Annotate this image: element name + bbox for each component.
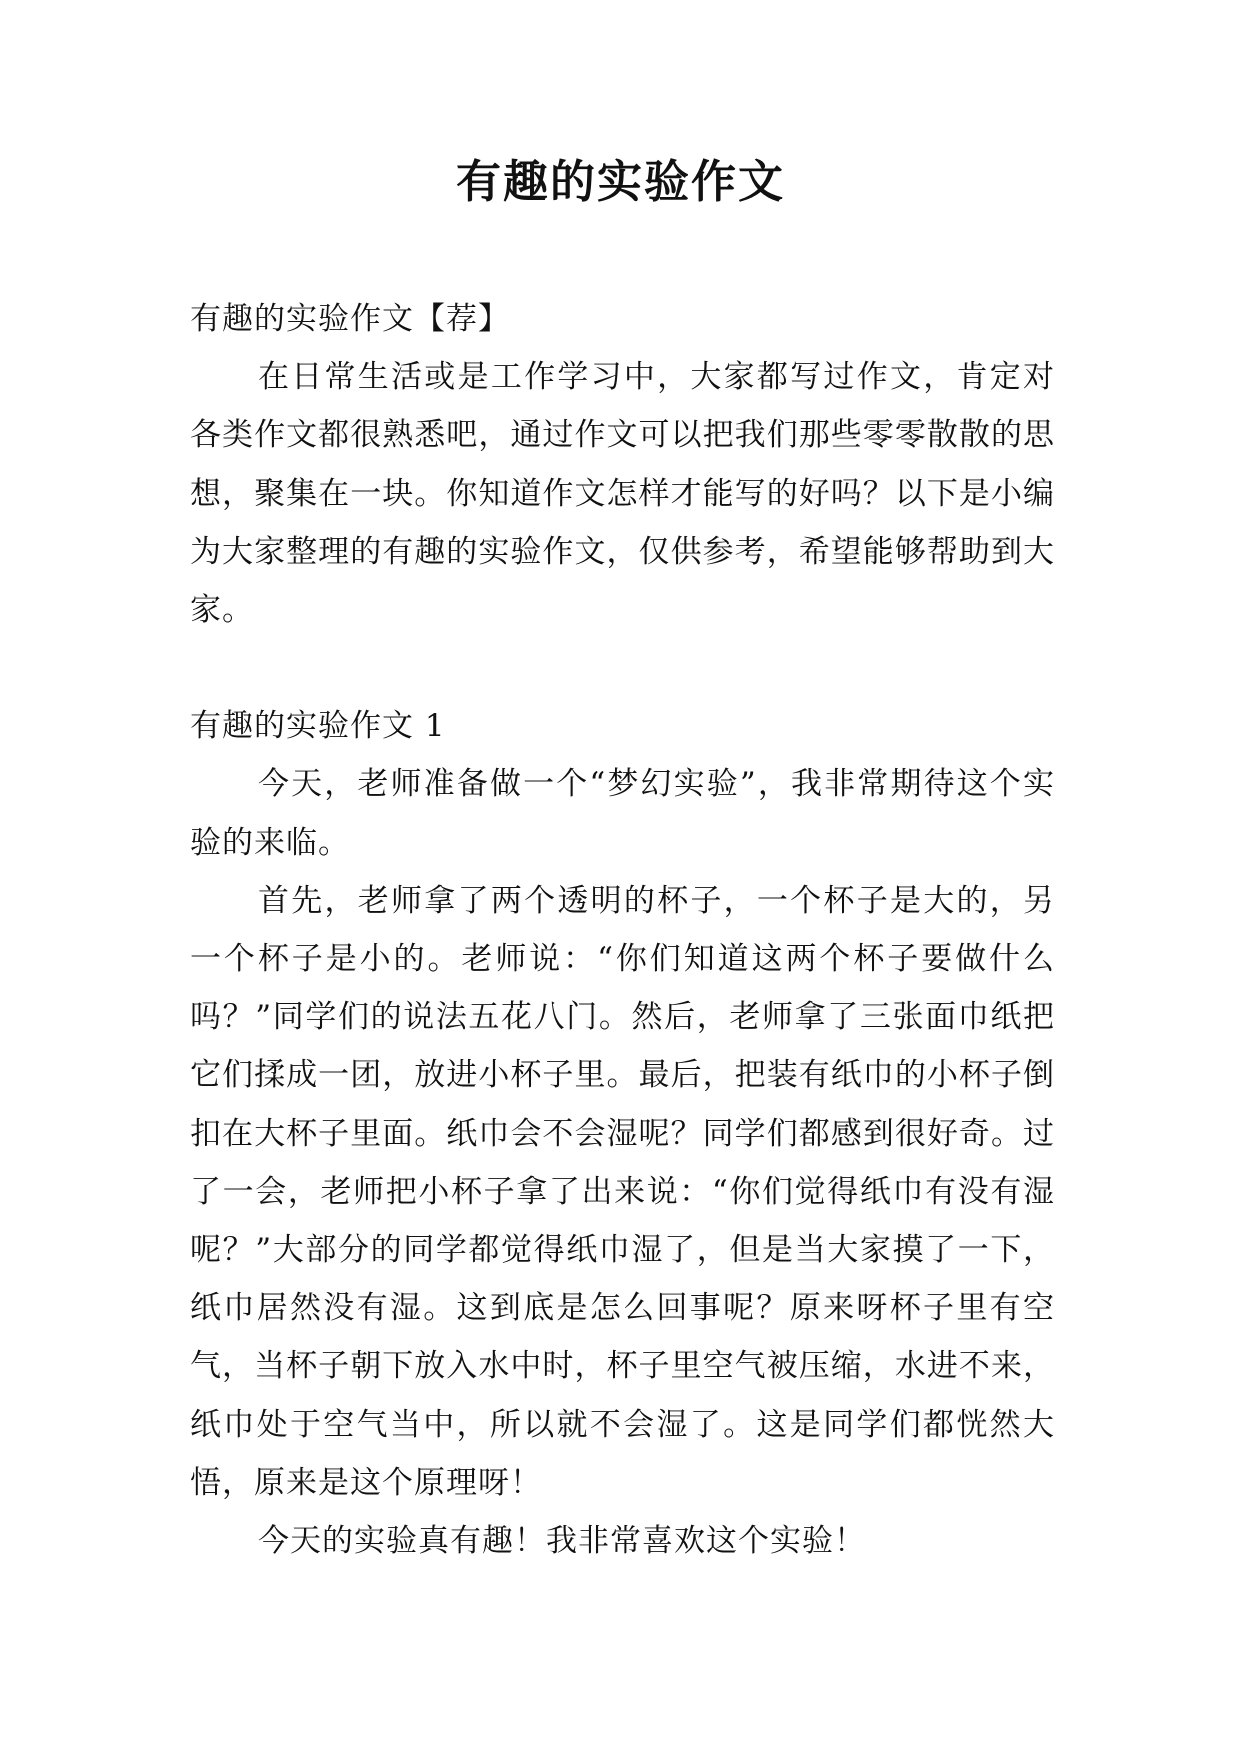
intro-paragraph: 在日常生活或是工作学习中，大家都写过作文，肯定对各类作文都很熟悉吧，通过作文可以把我们那些零零散散的思想，聚集在一块。你知道作文怎样才能写的好吗？以下是小编为大家整理的有趣的实验作文，仅供参考，希望能够帮助到大家。 xyxy=(190,359,1055,629)
document-body xyxy=(190,290,1055,1570)
intro-heading: 有趣的实验作文【荐】 xyxy=(190,301,510,337)
section1-paragraph-1: 今天，老师准备做一个“梦幻实验”，我非常期待这个实验的来临。 xyxy=(190,766,1055,861)
section1-heading: 有趣的实验作文 1 xyxy=(190,708,446,745)
section1-paragraph-2: 首先，老师拿了两个透明的杯子，一个杯子是大的，另一个杯子是小的。老师说：“你们知道这两个杯子要做什么吗？”同学们的说法五花八门。然后，老师拿了三张面巾纸把它们揉成一团，放进小杯子里。最后，把装有纸巾的小杯子倒扣在大杯子里面。纸巾会不会湿呢？同学们都感到很好奇。过了一会，老师把小杯子拿了出来说：“你们觉得纸巾有没有湿呢？”大部分的同学都觉得纸巾湿了，但是当大家摸了一下，纸巾居然没有湿。这到底是怎么回事呢？原来呀杯子里有空气，当杯子朝下放入水中时，杯子里空气被压缩，水进不来，纸巾处于空气当中，所以就不会湿了。这是同学们都恍然大悟，原来是这个原理呀！ xyxy=(190,882,1055,1501)
section1-paragraph-3: 今天的实验真有趣！我非常喜欢这个实验！ xyxy=(258,1523,866,1560)
document-title: 有趣的实验作文 xyxy=(455,155,785,208)
section-spacer xyxy=(190,639,1055,697)
